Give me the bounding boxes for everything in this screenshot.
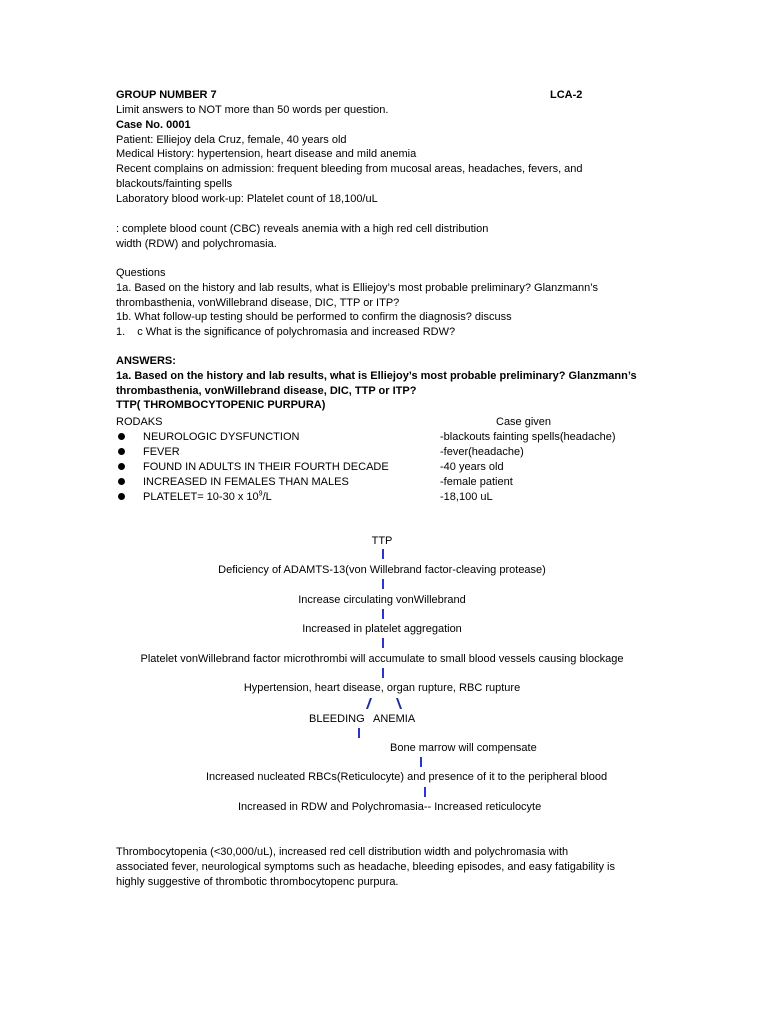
cbc-line-1: : complete blood count (CBC) reveals anemia with a high red cell distribution xyxy=(116,223,489,235)
criteria-case: -18,100 uL xyxy=(440,491,493,503)
question-1c-number: 1. xyxy=(116,326,126,339)
question-1c-text: c What is the significance of polychromasia and increased RDW? xyxy=(137,326,456,339)
diagnosis-title: TTP( THROMBOCYTOPENIC PURPURA) xyxy=(116,399,326,412)
summary-line-3: highly suggestive of thrombotic thrombocytopenc purpura. xyxy=(116,875,399,888)
question-1a-line-2: thrombasthenia, vonWillebrand disease, DIC, TTP or ITP? xyxy=(116,296,400,309)
flow-connector xyxy=(382,609,384,619)
flow-connector xyxy=(382,579,384,589)
question-1a-line-1: 1a. Based on the history and lab results, what is Elliejoy’s most probable preliminary? Glanzmann’s xyxy=(116,281,599,294)
answer-1a-line-1: 1a. Based on the history and lab results, what is Elliejoy’s most probable preliminary? Glanzmann’s xyxy=(116,369,637,382)
criteria-case: -40 years old xyxy=(440,461,504,473)
group-number: GROUP NUMBER 7 xyxy=(116,89,217,101)
criteria-case: -fever(headache) xyxy=(440,446,524,458)
flow-node-rdw: Increased in RDW and Polychromasia-- Increased reticulocyte xyxy=(238,801,542,813)
criteria-rodaks: FEVER xyxy=(143,446,180,458)
criteria-row xyxy=(116,445,676,460)
flow-node-bleeding: BLEEDING xyxy=(309,713,365,725)
flow-node-adamts13: Deficiency of ADAMTS-13(von Willebrand factor-cleaving protease) xyxy=(218,564,546,576)
flow-node-complications: Hypertension, heart disease, organ rupture, RBC rupture xyxy=(243,682,521,694)
flow-connector xyxy=(382,549,384,559)
complaints-line-2: blackouts/fainting spells xyxy=(116,177,233,190)
question-1b: 1b. What follow-up testing should be performed to confirm the diagnosis? discuss xyxy=(116,311,512,324)
summary-line-2: associated fever, neurological symptoms such as headache, bleeding episodes, and easy fatigability is xyxy=(116,860,615,873)
flow-node-aggregation: Increased in platelet aggregation xyxy=(302,623,462,635)
bullet-icon xyxy=(118,448,125,455)
flow-node-anemia: ANEMIA xyxy=(373,713,416,725)
criteria-rodaks: INCREASED IN FEMALES THAN MALES xyxy=(143,476,349,488)
question-1c xyxy=(116,325,598,340)
bullet-icon xyxy=(118,493,125,500)
summary-paragraph xyxy=(116,845,615,889)
criteria-rodaks: FOUND IN ADULTS IN THEIR FOURTH DECADE xyxy=(143,461,389,473)
flow-connector xyxy=(424,787,426,797)
answers-heading: ANSWERS: xyxy=(116,355,176,367)
column-header-case-given: Case given xyxy=(496,416,552,428)
cbc-note xyxy=(116,222,488,252)
criteria-rodaks: PLATELET= 10-30 x $10^9/L$ xyxy=(143,490,272,503)
answers-section xyxy=(116,354,637,413)
patient-info: Patient: Elliejoy dela Cruz, female, 40 years old xyxy=(116,133,347,146)
flow-connector xyxy=(420,757,422,767)
answer-1a-line-2: thrombasthenia, vonWillebrand disease, DIC, TTP or ITP? xyxy=(116,384,417,397)
questions-heading: Questions xyxy=(116,267,166,279)
criteria-case: -female patient xyxy=(440,476,513,488)
bullet-icon xyxy=(118,478,125,485)
criteria-row xyxy=(116,430,676,445)
medical-history: Medical History: hypertension, heart disease and mild anemia xyxy=(116,148,417,161)
flow-branch-right xyxy=(396,698,402,709)
flow-branch-left xyxy=(366,698,372,709)
questions-section xyxy=(116,266,598,340)
cbc-line-2: width (RDW) and polychromasia. xyxy=(116,237,277,250)
word-limit-note: Limit answers to NOT more than 50 words per question. xyxy=(116,104,389,116)
flow-connector xyxy=(358,728,360,738)
summary-line-1: Thrombocytopenia (<30,000/uL), increased red cell distribution width and polychromasia with xyxy=(116,846,569,858)
criteria-rodaks: NEUROLOGIC DYSFUNCTION xyxy=(143,431,300,443)
column-header-rodaks: RODAKS xyxy=(116,416,163,428)
criteria-row xyxy=(116,490,676,505)
flow-connector xyxy=(382,638,384,648)
flow-node-ttp: TTP xyxy=(371,535,393,547)
case-number: Case No. 0001 xyxy=(116,118,191,131)
course-code: LCA-2 xyxy=(550,89,583,101)
flow-node-bone-marrow: Bone marrow will compensate xyxy=(390,742,537,754)
bullet-icon xyxy=(118,433,125,440)
flow-node-vwf: Increase circulating vonWillebrand xyxy=(298,594,466,606)
flow-node-nucleated-rbc: Increased nucleated RBCs(Reticulocyte) and presence of it to the peripheral blood xyxy=(206,771,608,783)
flow-node-microthrombi: Platelet vonWillebrand factor microthrombi will accumulate to small blood vessels causing blockage xyxy=(140,653,624,665)
case-intro xyxy=(116,103,583,207)
criteria-row xyxy=(116,475,676,490)
bullet-icon xyxy=(118,463,125,470)
criteria-row xyxy=(116,460,676,475)
complaints-line-1: Recent complains on admission: frequent bleeding from mucosal areas, headaches, fevers, and xyxy=(116,163,583,176)
criteria-case: -blackouts fainting spells(headache) xyxy=(440,431,616,443)
flow-connector xyxy=(382,668,384,678)
lab-workup: Laboratory blood work-up: Platelet count of 18,100/uL xyxy=(116,192,378,205)
